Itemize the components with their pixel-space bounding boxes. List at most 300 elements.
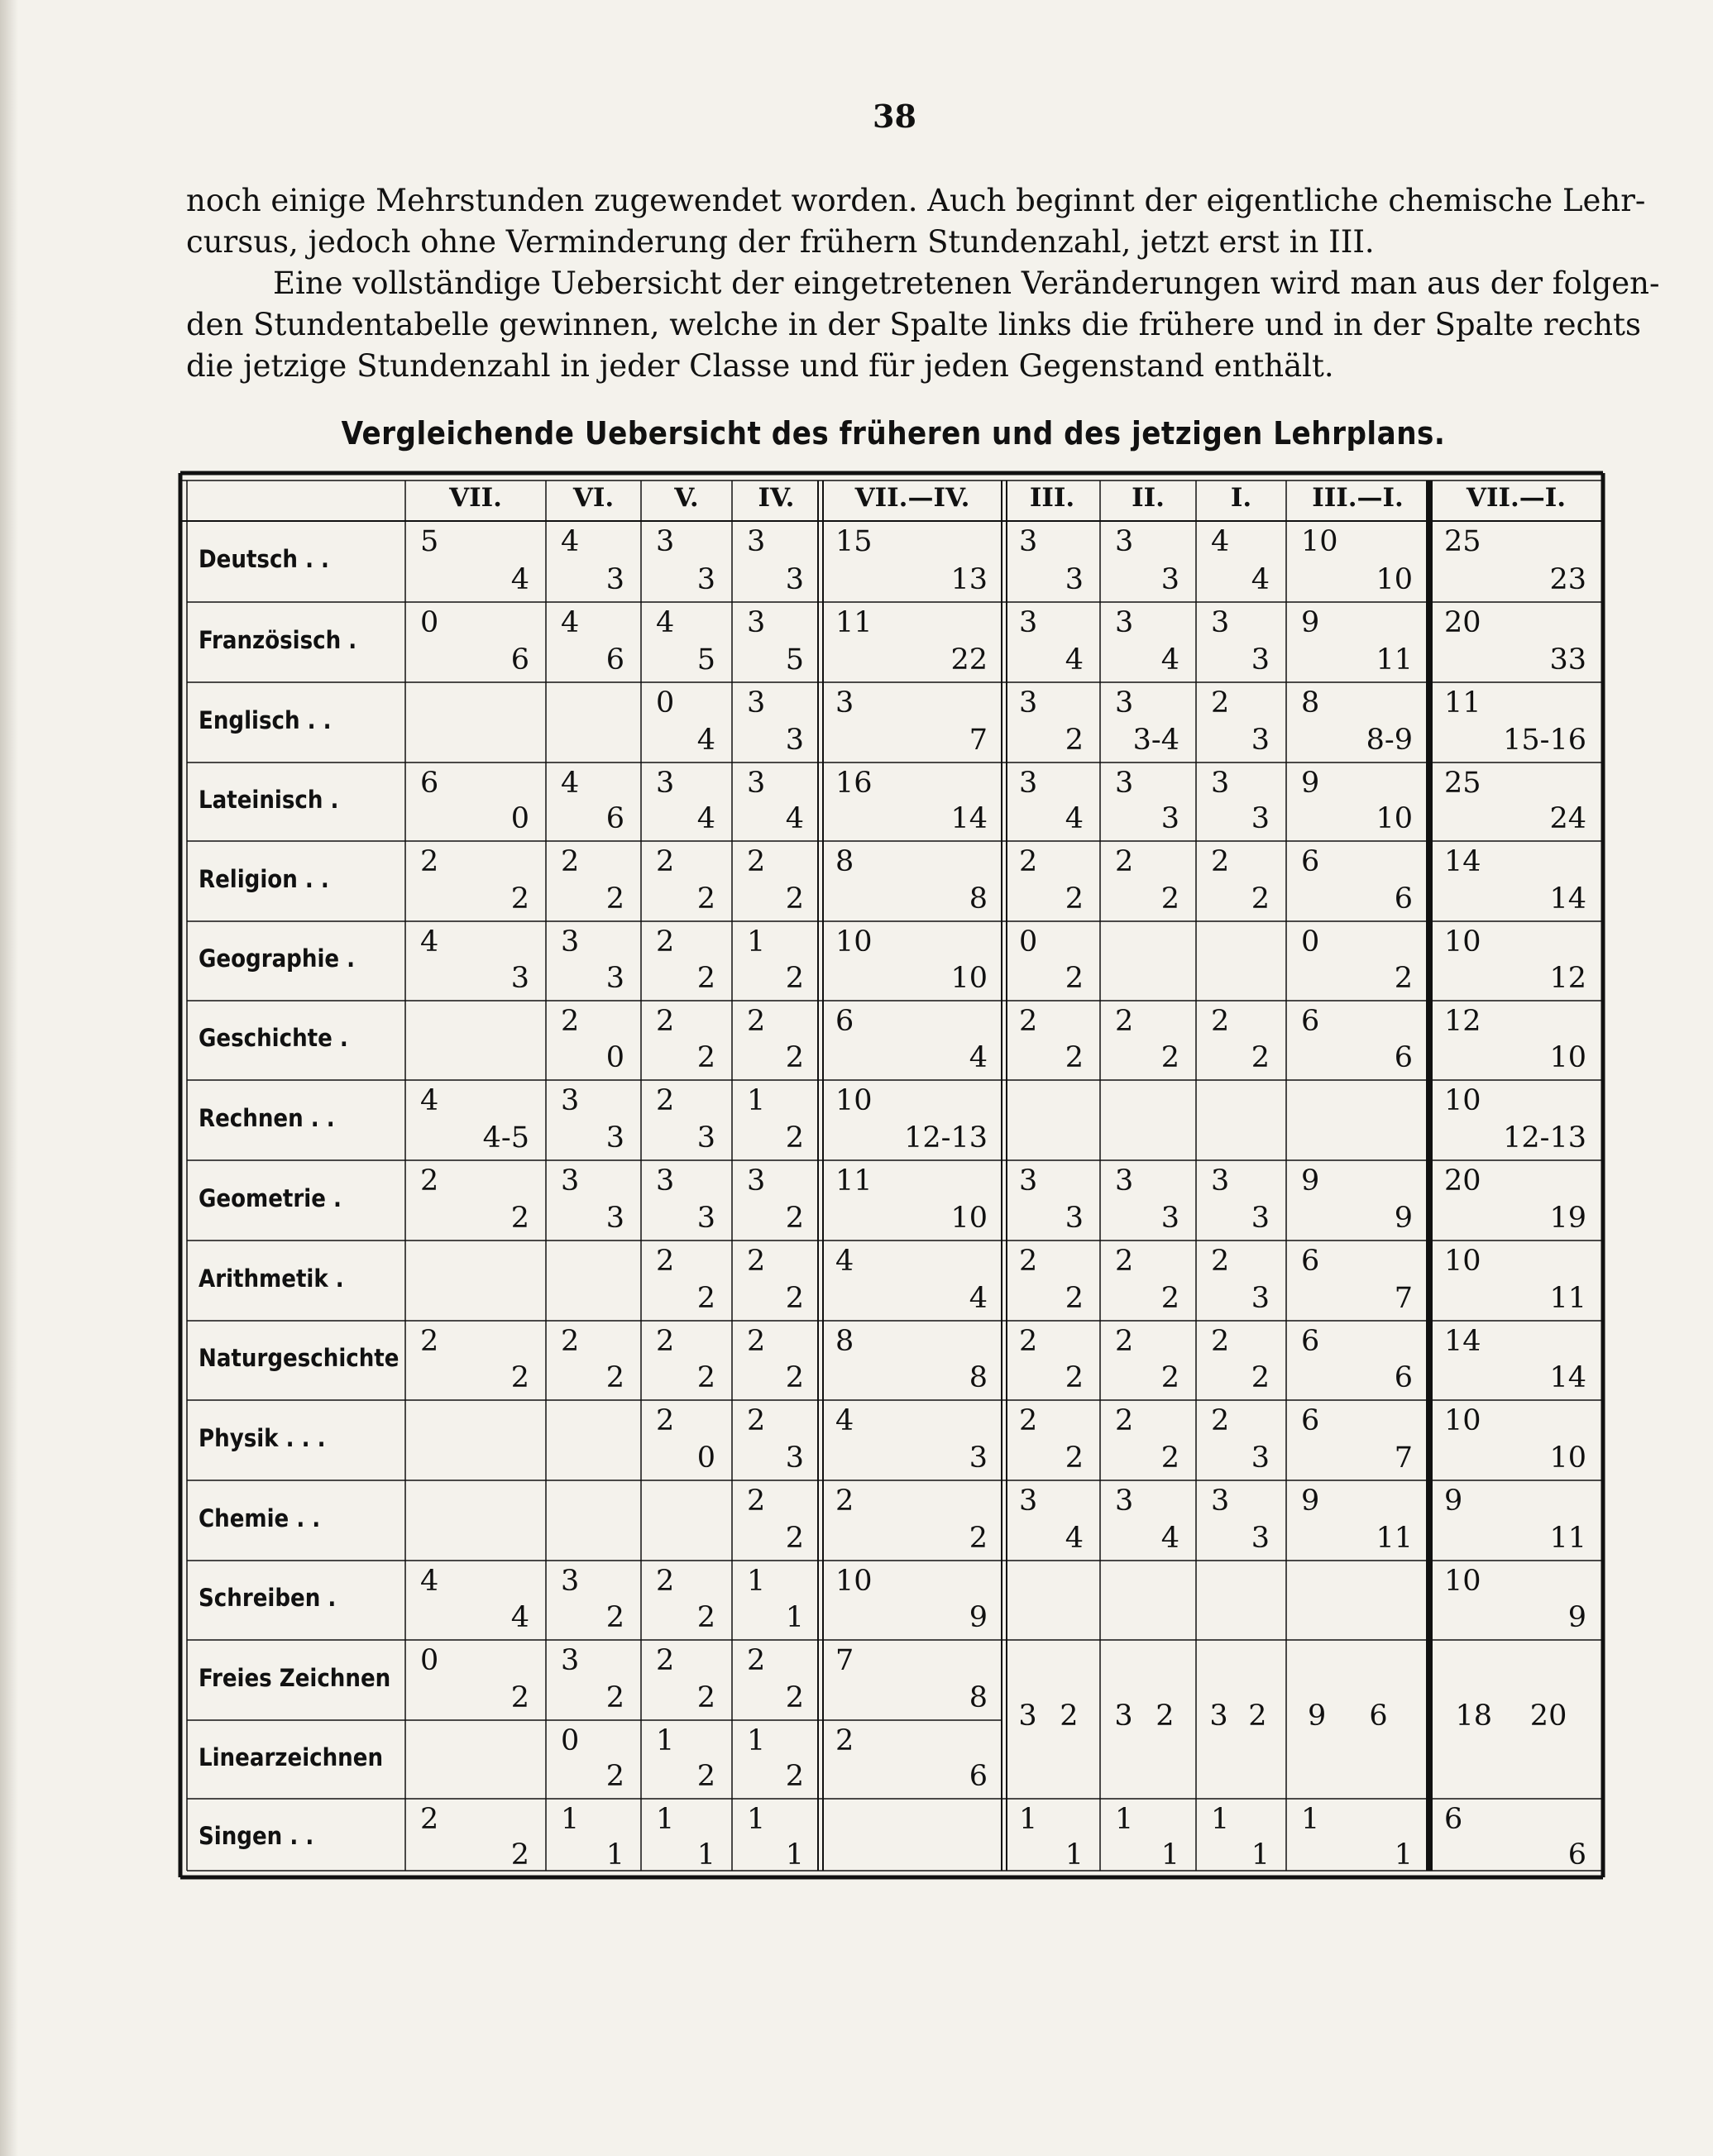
old-hours-value: 2	[656, 1245, 675, 1278]
old-hours-value: 2	[747, 1644, 766, 1677]
old-hours-value: 6	[1301, 845, 1320, 878]
column-header: VII.—IV.	[854, 483, 970, 513]
new-hours-value: 1	[1394, 1838, 1413, 1872]
subject-label: Schreiben .	[199, 1584, 337, 1612]
old-hours-value: 0	[420, 606, 439, 639]
new-hours-value: 11	[1376, 1522, 1413, 1555]
paragraph-2-line-3: die jetzige Stundenzahl in jeder Classe und für jeden Gegenstand enthält.	[186, 348, 1334, 384]
paragraph-1-line-2: cursus, jedoch ohne Verminderung der frühern Stundenzahl, jetzt erst in III.	[186, 224, 1375, 260]
merged-new-hours-value: 20	[1529, 1699, 1567, 1733]
new-hours-value: 1	[1160, 1838, 1179, 1872]
new-hours-value: 4	[1065, 1522, 1084, 1555]
new-hours-value: 4	[969, 1282, 988, 1315]
new-hours-value: 10	[1549, 1041, 1586, 1074]
old-hours-value: 0	[420, 1644, 439, 1677]
old-hours-value: 4	[420, 1084, 439, 1117]
merged-old-hours-value: 3	[1018, 1699, 1037, 1733]
new-hours-value: 6	[969, 1760, 988, 1793]
old-hours-value: 10	[1444, 1245, 1481, 1278]
new-hours-value: 2	[1065, 882, 1084, 915]
old-hours-value: 11	[835, 606, 873, 639]
old-hours-value: 2	[1019, 1404, 1038, 1437]
new-hours-value: 4	[510, 1601, 529, 1634]
old-hours-value: 3	[1211, 1164, 1230, 1198]
new-hours-value: 23	[1549, 563, 1586, 596]
old-hours-value: 20	[1444, 606, 1481, 639]
old-hours-value: 3	[747, 606, 766, 639]
old-hours-value: 2	[656, 1565, 675, 1598]
old-hours-value: 2	[1115, 1245, 1134, 1278]
old-hours-value: 1	[747, 1724, 766, 1757]
subject-label: Geographie .	[199, 944, 356, 973]
new-hours-value: 1	[1065, 1838, 1084, 1872]
new-hours-value: 11	[1549, 1522, 1586, 1555]
paragraph-2-line-2: den Stundentabelle gewinnen, welche in der Spalte links die frühere und in der Spalte rechts	[186, 307, 1641, 342]
subject-label: Arithmetik .	[199, 1264, 344, 1293]
new-hours-value: 5	[696, 643, 715, 676]
new-hours-value: 2	[510, 882, 529, 915]
new-hours-value: 2	[785, 1282, 804, 1315]
old-hours-value: 2	[656, 845, 675, 878]
old-hours-value: 2	[1115, 1005, 1134, 1038]
new-hours-value: 9	[1567, 1601, 1586, 1634]
old-hours-value: 0	[1019, 925, 1038, 958]
old-hours-value: 3	[1115, 606, 1134, 639]
new-hours-value: 4	[1160, 643, 1179, 676]
new-hours-value: 10	[1376, 563, 1413, 596]
new-hours-value: 3	[1251, 1282, 1270, 1315]
old-hours-value: 9	[1301, 1164, 1320, 1198]
old-hours-value: 25	[1444, 767, 1481, 800]
old-hours-value: 3	[747, 767, 766, 800]
old-hours-value: 6	[1301, 1245, 1320, 1278]
new-hours-value: 14	[1549, 1361, 1586, 1394]
old-hours-value: 3	[1019, 686, 1038, 719]
old-hours-value: 2	[420, 845, 439, 878]
old-hours-value: 4	[561, 525, 580, 558]
old-hours-value: 1	[1019, 1803, 1038, 1836]
new-hours-value: 2	[785, 1041, 804, 1074]
old-hours-value: 6	[1301, 1325, 1320, 1358]
old-hours-value: 11	[835, 1164, 873, 1198]
new-hours-value: 3	[605, 1202, 624, 1235]
old-hours-value: 1	[747, 1803, 766, 1836]
old-hours-value: 2	[747, 845, 766, 878]
old-hours-value: 7	[835, 1644, 854, 1677]
new-hours-value: 12	[1549, 962, 1586, 995]
new-hours-value: 2	[696, 1282, 715, 1315]
new-hours-value: 3	[1065, 1202, 1084, 1235]
old-hours-value: 4	[420, 925, 439, 958]
new-hours-value: 2	[1065, 1441, 1084, 1475]
subject-label: Singen . .	[199, 1821, 314, 1850]
new-hours-value: 3	[969, 1441, 988, 1475]
subject-label: Englisch . .	[199, 705, 332, 734]
old-hours-value: 8	[1301, 686, 1320, 719]
new-hours-value: 4	[969, 1041, 988, 1074]
old-hours-value: 3	[747, 686, 766, 719]
new-hours-value: 2	[1065, 1041, 1084, 1074]
old-hours-value: 14	[1444, 845, 1481, 878]
old-hours-value: 2	[747, 1484, 766, 1518]
old-hours-value: 2	[656, 1084, 675, 1117]
new-hours-value: 4-5	[482, 1121, 529, 1154]
new-hours-value: 3	[1251, 643, 1270, 676]
column-header: VI.	[572, 483, 615, 513]
new-hours-value: 0	[605, 1041, 624, 1074]
old-hours-value: 2	[656, 1325, 675, 1358]
old-hours-value: 3	[747, 525, 766, 558]
old-hours-value: 3	[561, 1644, 580, 1677]
new-hours-value: 7	[969, 724, 988, 757]
new-hours-value: 6	[1394, 1361, 1413, 1394]
old-hours-value: 5	[420, 525, 439, 558]
new-hours-value: 3	[785, 724, 804, 757]
old-hours-value: 6	[420, 767, 439, 800]
new-hours-value: 22	[950, 643, 988, 676]
new-hours-value: 4	[785, 802, 804, 835]
old-hours-value: 2	[1211, 1005, 1230, 1038]
new-hours-value: 15-16	[1503, 724, 1586, 757]
old-hours-value: 3	[747, 1164, 766, 1198]
new-hours-value: 4	[510, 563, 529, 596]
new-hours-value: 2	[785, 962, 804, 995]
new-hours-value: 2	[1160, 1282, 1179, 1315]
old-hours-value: 2	[656, 1644, 675, 1677]
old-hours-value: 10	[835, 1084, 873, 1117]
old-hours-value: 3	[561, 1164, 580, 1198]
old-hours-value: 2	[420, 1803, 439, 1836]
new-hours-value: 2	[696, 1601, 715, 1634]
old-hours-value: 2	[656, 1005, 675, 1038]
old-hours-value: 6	[1301, 1404, 1320, 1437]
old-hours-value: 3	[1211, 606, 1230, 639]
new-hours-value: 4	[696, 802, 715, 835]
old-hours-value: 4	[561, 767, 580, 800]
subject-label: Deutsch . .	[199, 545, 329, 573]
new-hours-value: 2	[696, 1681, 715, 1714]
new-hours-value: 4	[696, 724, 715, 757]
new-hours-value: 3	[605, 962, 624, 995]
old-hours-value: 4	[1211, 525, 1230, 558]
new-hours-value: 2	[605, 1361, 624, 1394]
new-hours-value: 2	[510, 1361, 529, 1394]
new-hours-value: 2	[1251, 1041, 1270, 1074]
new-hours-value: 14	[1549, 882, 1586, 915]
old-hours-value: 9	[1301, 767, 1320, 800]
old-hours-value: 10	[1444, 925, 1481, 958]
new-hours-value: 2	[1065, 724, 1084, 757]
old-hours-value: 3	[1115, 525, 1134, 558]
new-hours-value: 2	[785, 1121, 804, 1154]
old-hours-value: 10	[1444, 1565, 1481, 1598]
subject-label: Religion . .	[199, 864, 329, 893]
old-hours-value: 2	[1211, 686, 1230, 719]
new-hours-value: 2	[605, 882, 624, 915]
old-hours-value: 9	[1301, 1484, 1320, 1518]
new-hours-value: 3	[696, 1202, 715, 1235]
column-header: IV.	[758, 483, 795, 513]
subject-label: Naturgeschichte	[199, 1344, 400, 1372]
old-hours-value: 12	[1444, 1005, 1481, 1038]
new-hours-value: 8-9	[1366, 724, 1413, 757]
old-hours-value: 3	[1115, 1164, 1134, 1198]
new-hours-value: 2	[696, 1041, 715, 1074]
old-hours-value: 2	[561, 1325, 580, 1358]
old-hours-value: 2	[1211, 1325, 1230, 1358]
new-hours-value: 3	[696, 1121, 715, 1154]
new-hours-value: 1	[696, 1838, 715, 1872]
old-hours-value: 2	[747, 1325, 766, 1358]
old-hours-value: 3	[1115, 686, 1134, 719]
old-hours-value: 4	[656, 606, 675, 639]
new-hours-value: 1	[605, 1838, 624, 1872]
column-header: III.—I.	[1312, 483, 1404, 513]
old-hours-value: 1	[1115, 1803, 1134, 1836]
column-header: VII.—I.	[1466, 483, 1567, 513]
new-hours-value: 4	[1251, 563, 1270, 596]
new-hours-value: 3	[1160, 1202, 1179, 1235]
old-hours-value: 3	[561, 1084, 580, 1117]
old-hours-value: 2	[656, 1404, 675, 1437]
old-hours-value: 2	[1115, 1325, 1134, 1358]
new-hours-value: 2	[1160, 1361, 1179, 1394]
old-hours-value: 2	[747, 1005, 766, 1038]
new-hours-value: 5	[785, 643, 804, 676]
old-hours-value: 1	[1211, 1803, 1230, 1836]
new-hours-value: 7	[1394, 1282, 1413, 1315]
new-hours-value: 0	[510, 802, 529, 835]
old-hours-value: 10	[1444, 1084, 1481, 1117]
old-hours-value: 15	[835, 525, 873, 558]
new-hours-value: 2	[696, 1760, 715, 1793]
old-hours-value: 1	[656, 1724, 675, 1757]
old-hours-value: 2	[747, 1245, 766, 1278]
new-hours-value: 8	[969, 1681, 988, 1714]
old-hours-value: 6	[835, 1005, 854, 1038]
subject-label: Französisch .	[199, 625, 357, 654]
new-hours-value: 10	[950, 962, 988, 995]
new-hours-value: 11	[1376, 643, 1413, 676]
old-hours-value: 9	[1444, 1484, 1463, 1518]
new-hours-value: 33	[1549, 643, 1586, 676]
new-hours-value: 4	[1065, 643, 1084, 676]
new-hours-value: 10	[950, 1202, 988, 1235]
old-hours-value: 4	[561, 606, 580, 639]
new-hours-value: 2	[696, 882, 715, 915]
new-hours-value: 4	[1160, 1522, 1179, 1555]
old-hours-value: 11	[1444, 686, 1481, 719]
new-hours-value: 8	[969, 882, 988, 915]
subject-label: Lateinisch .	[199, 785, 339, 814]
old-hours-value: 3	[835, 686, 854, 719]
subject-label: Linearzeichnen	[199, 1742, 384, 1771]
old-hours-value: 3	[1019, 606, 1038, 639]
new-hours-value: 2	[696, 1361, 715, 1394]
subject-label: Geschichte .	[199, 1024, 348, 1052]
old-hours-value: 25	[1444, 525, 1481, 558]
new-hours-value: 12-13	[1503, 1121, 1586, 1154]
new-hours-value: 2	[785, 1522, 804, 1555]
merged-old-hours-value: 9	[1307, 1699, 1327, 1733]
new-hours-value: 3	[1251, 1522, 1270, 1555]
merged-old-hours-value: 18	[1455, 1699, 1493, 1733]
old-hours-value: 2	[1115, 1404, 1134, 1437]
new-hours-value: 3	[1251, 1202, 1270, 1235]
old-hours-value: 3	[656, 767, 675, 800]
new-hours-value: 6	[1567, 1838, 1586, 1872]
new-hours-value: 19	[1549, 1202, 1586, 1235]
old-hours-value: 1	[747, 925, 766, 958]
old-hours-value: 2	[1115, 845, 1134, 878]
new-hours-value: 3	[1251, 724, 1270, 757]
old-hours-value: 2	[561, 845, 580, 878]
old-hours-value: 8	[835, 1325, 854, 1358]
new-hours-value: 12-13	[904, 1121, 988, 1154]
old-hours-value: 3	[1019, 525, 1038, 558]
column-header: VII.	[449, 483, 502, 513]
old-hours-value: 2	[835, 1484, 854, 1518]
new-hours-value: 6	[1394, 1041, 1413, 1074]
subject-label: Geometrie .	[199, 1183, 342, 1212]
new-hours-value: 2	[785, 1681, 804, 1714]
new-hours-value: 2	[1160, 1441, 1179, 1475]
new-hours-value: 2	[1160, 1041, 1179, 1074]
new-hours-value: 10	[1376, 802, 1413, 835]
old-hours-value: 3	[561, 925, 580, 958]
new-hours-value: 2	[1065, 1282, 1084, 1315]
subject-label: Rechnen . .	[199, 1103, 335, 1132]
old-hours-value: 3	[1211, 1484, 1230, 1518]
old-hours-value: 3	[1019, 1164, 1038, 1198]
new-hours-value: 11	[1549, 1282, 1586, 1315]
old-hours-value: 1	[1301, 1803, 1320, 1836]
old-hours-value: 2	[420, 1164, 439, 1198]
new-hours-value: 0	[696, 1441, 715, 1475]
new-hours-value: 2	[510, 1681, 529, 1714]
new-hours-value: 8	[969, 1361, 988, 1394]
new-hours-value: 3-4	[1132, 724, 1179, 757]
new-hours-value: 6	[605, 643, 624, 676]
new-hours-value: 2	[605, 1760, 624, 1793]
old-hours-value: 2	[1019, 845, 1038, 878]
new-hours-value: 2	[605, 1681, 624, 1714]
new-hours-value: 3	[785, 563, 804, 596]
old-hours-value: 3	[561, 1565, 580, 1598]
old-hours-value: 3	[1115, 767, 1134, 800]
new-hours-value: 2	[1065, 1361, 1084, 1394]
old-hours-value: 10	[1301, 525, 1338, 558]
old-hours-value: 2	[1211, 1245, 1230, 1278]
old-hours-value: 3	[1019, 767, 1038, 800]
column-header: V.	[674, 483, 699, 513]
new-hours-value: 3	[510, 962, 529, 995]
new-hours-value: 1	[785, 1838, 804, 1872]
new-hours-value: 2	[1160, 882, 1179, 915]
new-hours-value: 13	[950, 563, 988, 596]
subject-label: Freies Zeichnen	[199, 1663, 391, 1692]
new-hours-value: 2	[785, 1202, 804, 1235]
old-hours-value: 2	[1019, 1245, 1038, 1278]
page-number: 38	[873, 98, 916, 135]
new-hours-value: 3	[1065, 563, 1084, 596]
old-hours-value: 2	[1211, 1404, 1230, 1437]
paragraph-1-line-1: noch einige Mehrstunden zugewendet worden. Auch beginnt der eigentliche chemische Lehr-	[186, 183, 1646, 218]
merged-old-hours-value: 3	[1114, 1699, 1133, 1733]
old-hours-value: 2	[1019, 1005, 1038, 1038]
new-hours-value: 3	[1160, 802, 1179, 835]
old-hours-value: 4	[420, 1565, 439, 1598]
old-hours-value: 3	[1019, 1484, 1038, 1518]
new-hours-value: 3	[1251, 1441, 1270, 1475]
new-hours-value: 4	[1065, 802, 1084, 835]
old-hours-value: 3	[656, 1164, 675, 1198]
old-hours-value: 10	[835, 925, 873, 958]
new-hours-value: 3	[1160, 563, 1179, 596]
old-hours-value: 3	[1115, 1484, 1134, 1518]
old-hours-value: 3	[1211, 767, 1230, 800]
old-hours-value: 2	[747, 1404, 766, 1437]
old-hours-value: 0	[561, 1724, 580, 1757]
merged-new-hours-value: 2	[1248, 1699, 1267, 1733]
old-hours-value: 0	[1301, 925, 1320, 958]
new-hours-value: 9	[1394, 1202, 1413, 1235]
merged-new-hours-value: 6	[1369, 1699, 1388, 1733]
old-hours-value: 4	[835, 1404, 854, 1437]
old-hours-value: 2	[1211, 845, 1230, 878]
new-hours-value: 7	[1394, 1441, 1413, 1475]
old-hours-value: 1	[656, 1803, 675, 1836]
new-hours-value: 3	[696, 563, 715, 596]
merged-new-hours-value: 2	[1060, 1699, 1079, 1733]
old-hours-value: 10	[835, 1565, 873, 1598]
table-title: Vergleichende Uebersicht des früheren und des jetzigen Lehrplans.	[341, 415, 1446, 452]
old-hours-value: 3	[656, 525, 675, 558]
old-hours-value: 1	[747, 1084, 766, 1117]
new-hours-value: 2	[969, 1522, 988, 1555]
old-hours-value: 6	[1444, 1803, 1463, 1836]
paragraph-2-line-1: Eine vollständige Uebersicht der eingetretenen Veränderungen wird man aus der folgen-	[273, 265, 1660, 301]
new-hours-value: 3	[605, 1121, 624, 1154]
old-hours-value: 9	[1301, 606, 1320, 639]
subject-label: Physik . . .	[199, 1423, 326, 1452]
merged-new-hours-value: 2	[1156, 1699, 1175, 1733]
old-hours-value: 2	[1019, 1325, 1038, 1358]
old-hours-value: 2	[656, 925, 675, 958]
new-hours-value: 6	[605, 802, 624, 835]
subject-label: Chemie . .	[199, 1503, 321, 1532]
new-hours-value: 2	[1065, 962, 1084, 995]
new-hours-value: 6	[510, 643, 529, 676]
new-hours-value: 2	[605, 1601, 624, 1634]
new-hours-value: 1	[1251, 1838, 1270, 1872]
new-hours-value: 24	[1549, 802, 1586, 835]
new-hours-value: 2	[1394, 962, 1413, 995]
new-hours-value: 2	[785, 882, 804, 915]
old-hours-value: 1	[561, 1803, 580, 1836]
new-hours-value: 10	[1549, 1441, 1586, 1475]
new-hours-value: 2	[1251, 1361, 1270, 1394]
new-hours-value: 3	[785, 1441, 804, 1475]
old-hours-value: 1	[747, 1565, 766, 1598]
old-hours-value: 14	[1444, 1325, 1481, 1358]
old-hours-value: 20	[1444, 1164, 1481, 1198]
new-hours-value: 14	[950, 802, 988, 835]
old-hours-value: 4	[835, 1245, 854, 1278]
new-hours-value: 2	[785, 1760, 804, 1793]
new-hours-value: 2	[696, 962, 715, 995]
column-header: III.	[1029, 483, 1075, 513]
